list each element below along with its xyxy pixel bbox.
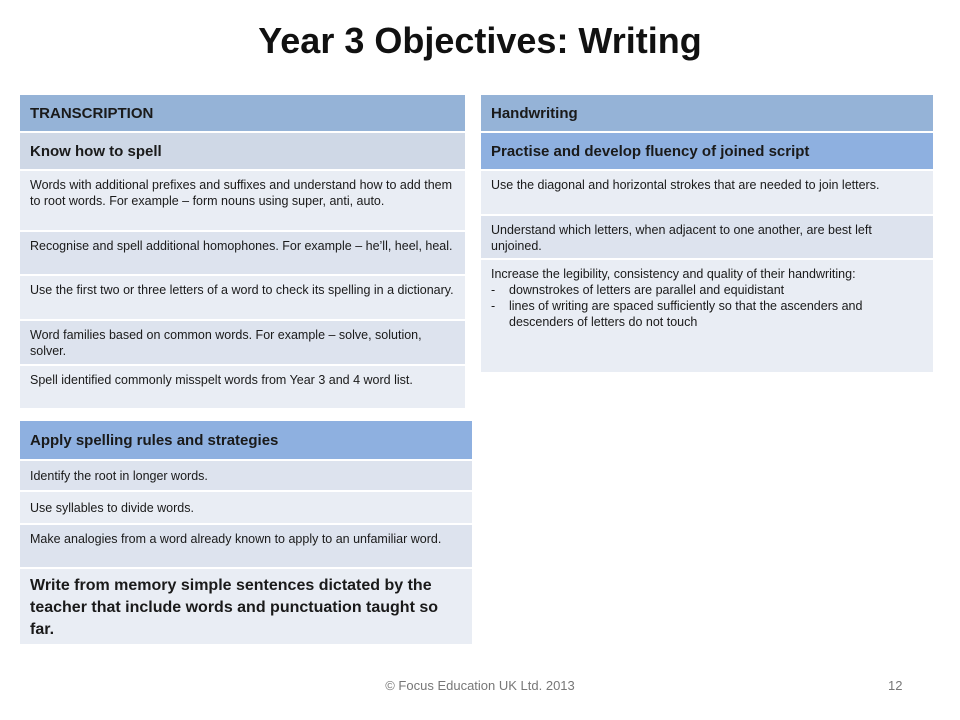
table-row: Recognise and spell additional homophones. For example – he’ll, heel, heal. bbox=[20, 232, 465, 276]
table-row: Use syllables to divide words. bbox=[20, 492, 472, 525]
spelling-rules-header: Apply spelling rules and strategies bbox=[20, 421, 472, 461]
table-row bbox=[481, 260, 933, 374]
transcription-header: TRANSCRIPTION bbox=[20, 95, 465, 133]
table-row: Use the diagonal and horizontal strokes that are needed to join letters. bbox=[481, 171, 933, 216]
legibility-list bbox=[491, 282, 923, 330]
know-how-to-spell-header: Know how to spell bbox=[20, 133, 465, 171]
table-row: Words with additional prefixes and suffixes and understand how to add them to root words. For example – form nouns using super, anti, auto. bbox=[20, 171, 465, 232]
handwriting-table bbox=[481, 95, 933, 374]
legibility-intro: Increase the legibility, consistency and quality of their handwriting: bbox=[491, 267, 856, 281]
page-number: 12 bbox=[888, 678, 903, 693]
joined-script-header: Practise and develop fluency of joined script bbox=[481, 133, 933, 171]
table-row: Use the first two or three letters of a word to check its spelling in a dictionary. bbox=[20, 276, 465, 321]
table-row: Spell identified commonly misspelt words from Year 3 and 4 word list. bbox=[20, 366, 465, 410]
list-item: - lines of writing are spaced sufficiently so that the ascenders and descenders of letters do not touch bbox=[491, 298, 923, 330]
table-row: Understand which letters, when adjacent to one another, are best left unjoined. bbox=[481, 216, 933, 260]
table-row: Word families based on common words. For example – solve, solution, solver. bbox=[20, 321, 465, 366]
table-row: Make analogies from a word already known to apply to an unfamiliar word. bbox=[20, 525, 472, 569]
table-row-final: Write from memory simple sentences dictated by the teacher that include words and punctuation taught so far. bbox=[20, 569, 472, 646]
table-row: Identify the root in longer words. bbox=[20, 461, 472, 492]
copyright-text: © Focus Education UK Ltd. 2013 bbox=[385, 678, 575, 693]
list-item: - downstrokes of letters are parallel and equidistant bbox=[491, 282, 923, 298]
handwriting-header: Handwriting bbox=[481, 95, 933, 133]
transcription-table bbox=[20, 95, 465, 410]
spelling-rules-table bbox=[20, 421, 472, 646]
page-title: Year 3 Objectives: Writing bbox=[258, 20, 702, 61]
